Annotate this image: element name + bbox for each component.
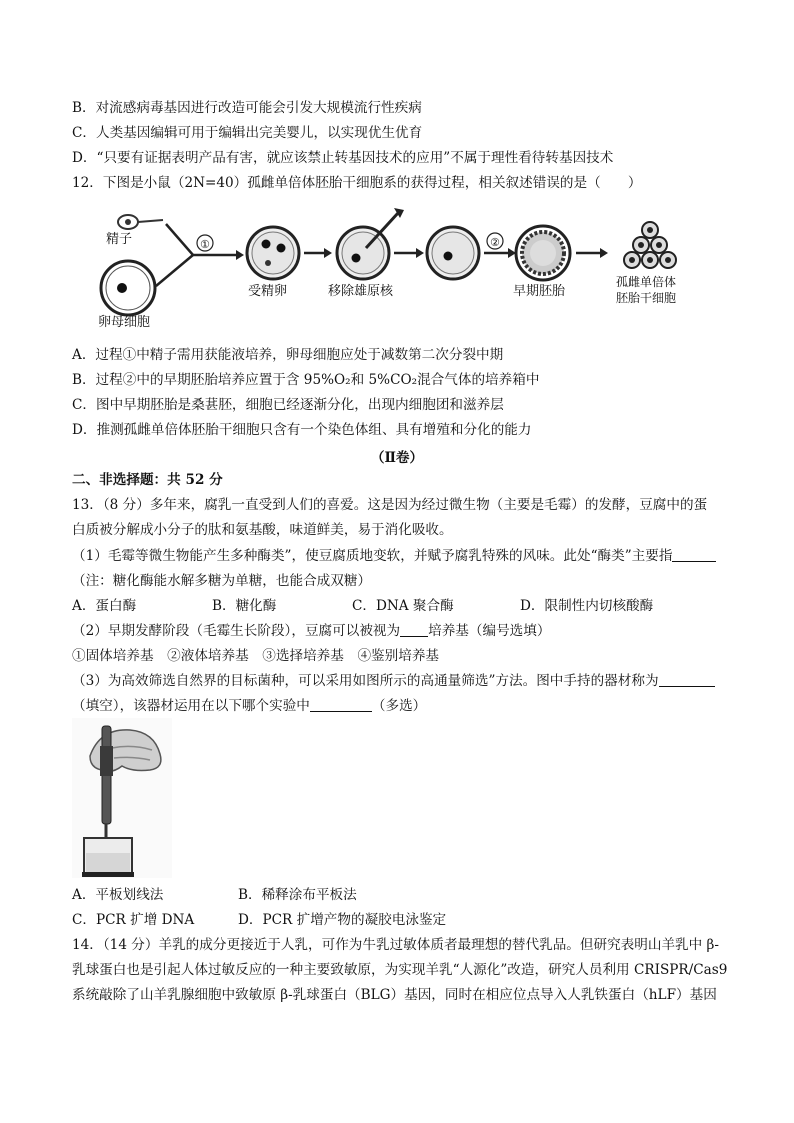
- multichannel-pipette-image: [72, 718, 172, 878]
- q13-part1-line1: [72, 547, 716, 565]
- answer-blank[interactable]: [400, 622, 428, 637]
- q13-part3-option-d: D．PCR 扩增产物的凝胶电泳鉴定: [238, 912, 447, 928]
- q13-part3-text-a: （填空），该器材运用在以下哪个实验中: [72, 698, 310, 714]
- fertilized-egg-icon: [247, 227, 299, 279]
- arrow-icon: [600, 248, 608, 258]
- q13-part1-option-a: A．蛋白酶: [72, 598, 137, 614]
- q13-part1-option-c: C．DNA 聚合酶: [352, 598, 454, 614]
- answer-blank[interactable]: [310, 697, 372, 712]
- arrow-icon: [324, 248, 332, 258]
- q13-part1-note: （注：糖化酶能水解多糖为单糖，也能合成双糖）: [72, 573, 372, 589]
- q12-option-b: B．过程②中的早期胚胎培养应置于含 95%O₂和 5%CO₂混合气体的培养箱中: [72, 372, 540, 388]
- fertilized-egg-label: 受精卵: [248, 284, 288, 299]
- oocyte-label: 卵母细胞: [98, 315, 151, 328]
- q13-part3-options-row2: [72, 911, 446, 929]
- part2-title: （Ⅱ卷）: [370, 450, 424, 466]
- haploid-egg-icon: [427, 227, 479, 279]
- q13-part1-options: [72, 597, 653, 615]
- q13-part1-text: （1）毛霉等微生物能产生多种酶类”，使豆腐质地变软，并赋予腐乳特殊的风味。此处“酶类”主要指: [72, 548, 673, 564]
- q13-part1-option-d: D．限制性内切核酸酶: [520, 598, 654, 614]
- q13-stem-1: 13．（8 分）多年来，腐乳一直受到人们的喜爱。这是因为经过微生物（主要是毛霉）的发酵，豆腐中的蛋: [72, 497, 708, 513]
- q13-part3-option-a: A．平板划线法: [72, 887, 164, 903]
- q14-line2: 乳球蛋白也是引起人体过敏反应的一种主要致敏原，为实现羊乳“人源化”改造，研究人员利用 CRISPR/Cas9: [72, 962, 728, 978]
- q12-option-d: D．推测孤雌单倍体胚胎干细胞只含有一个染色体组、具有增殖和分化的能力: [72, 422, 532, 438]
- q13-part3-option-b: B．稀释涂布平板法: [238, 887, 357, 903]
- step1-label: ①: [200, 238, 210, 251]
- step2-label: ②: [490, 236, 500, 249]
- sperm-icon: [118, 215, 163, 229]
- oocyte-arrow-line: [156, 255, 193, 286]
- stem-cell-cluster-icon: [624, 222, 676, 268]
- q12-option-c: C．图中早期胚胎是桑葚胚，细胞已经逐渐分化，出现内细胞团和滋养层: [72, 397, 504, 413]
- sperm-label: 精子: [106, 232, 133, 247]
- q13-part3-line2: [72, 697, 426, 715]
- q13-part3-text: （3）为高效筛选自然界的目标菌种，可以采用如图所示的高通量筛选”方法。图中手持的器材称为: [72, 673, 659, 689]
- result-label-1: 孤雌单倍体: [616, 275, 677, 289]
- removal-label: 移除雄原核: [328, 284, 394, 299]
- q11-option-d: D．“只要有证据表明产品有害，就应该禁止转基因技术的应用”不属于理性看待转基因技术: [72, 150, 614, 166]
- q13-stem-2: 白质被分解成小分子的肽和氨基酸，味道鲜美，易于消化吸收。: [72, 522, 453, 538]
- q13-part1-option-b: B．糖化酶: [212, 598, 277, 614]
- oocyte-icon: [101, 261, 155, 315]
- early-embryo-label: 早期胚胎: [513, 284, 566, 299]
- arrow-icon: [416, 248, 424, 258]
- q13-part2-options: ①固体培养基 ②液体培养基 ③选择培养基 ④鉴别培养基: [72, 648, 440, 664]
- q12-stem: 12．下图是小鼠（2N=40）孤雌单倍体胚胎干细胞系的获得过程，相关叙述错误的是（ ）: [72, 175, 642, 191]
- answer-blank[interactable]: [659, 672, 715, 687]
- q13-part2-line1: [72, 622, 550, 640]
- q13-part2-text-a: （2）早期发酵阶段（毛霉生长阶段），豆腐可以被视为: [72, 623, 401, 639]
- q13-part3-text-b: （多选）: [371, 698, 427, 714]
- section2-heading: 二、非选择题：共 52 分: [72, 472, 223, 488]
- q14-line1: 14．（14 分）羊乳的成分更接近于人乳，可作为牛乳过敏体质者最理想的替代乳品。但研究表明山羊乳中 β-: [72, 937, 720, 953]
- q13-part3-options-row1: [72, 886, 357, 904]
- early-embryo-icon: [516, 226, 570, 280]
- q11-option-b: B．对流感病毒基因进行改造可能会引发大规模流行性疾病: [72, 100, 422, 116]
- q11-option-c: C．人类基因编辑可用于编辑出完美婴儿，以实现优生优育: [72, 125, 423, 141]
- result-label-2: 胚胎干细胞: [616, 291, 677, 305]
- embryo-stem-cell-diagram: [88, 208, 688, 328]
- q13-part2-text-b: 培养基（编号选填）: [428, 623, 551, 639]
- answer-blank[interactable]: [672, 547, 716, 562]
- pronucleus-removal-icon: [337, 208, 404, 279]
- q13-part3-line1: [72, 672, 715, 690]
- q12-option-a: A．过程①中精子需用获能液培养，卵母细胞应处于减数第二次分裂中期: [72, 347, 504, 363]
- q13-part3-option-c: C．PCR 扩增 DNA: [72, 912, 195, 928]
- sperm-arrow-line: [166, 224, 193, 255]
- q14-line3: 系统敲除了山羊乳腺细胞中致敏原 β-乳球蛋白（BLG）基因，同时在相应位点导入人乳铁蛋白（hLF）基因: [72, 987, 717, 1003]
